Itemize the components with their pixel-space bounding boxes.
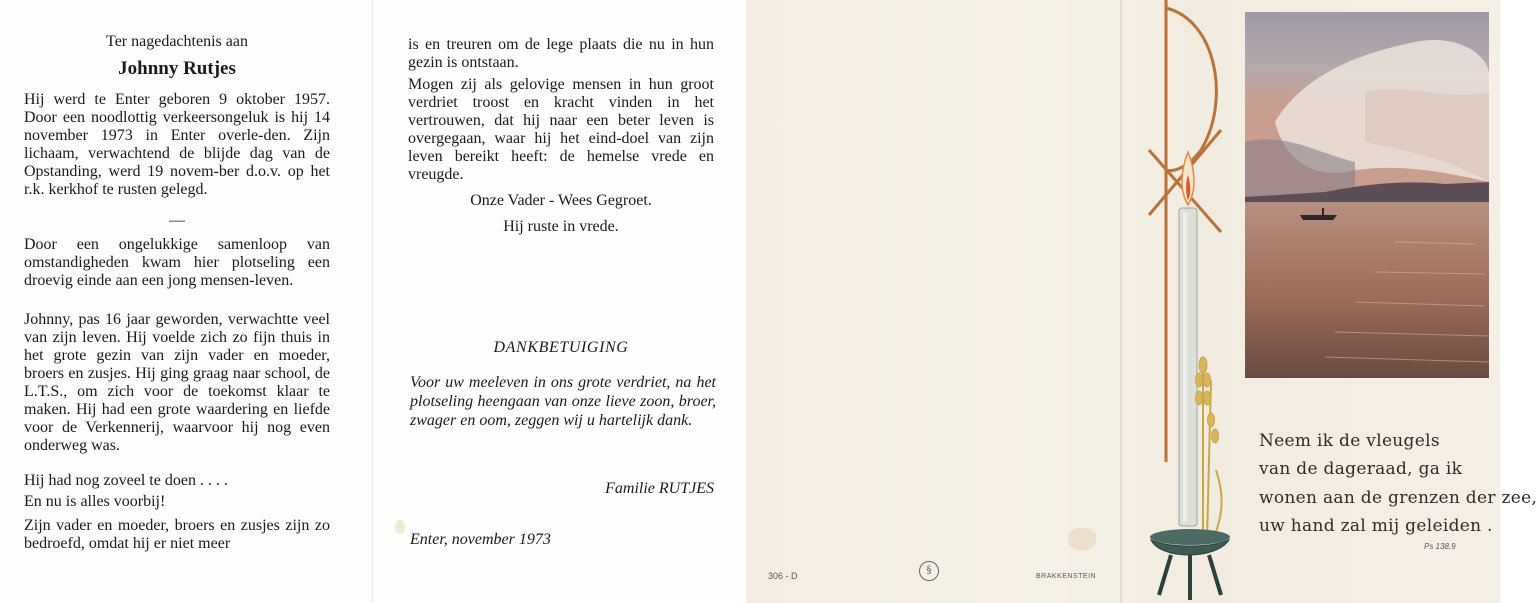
publisher-name: BRAKKENSTEIN — [1036, 573, 1097, 580]
candle-icon — [1179, 208, 1197, 526]
cover-page — [746, 0, 1537, 603]
faith-paragraph: Mogen zij als gelovige mensen in hun groot verdriet troost en kracht vinden in het vertrouwen, dat hij naar een beter leven is overgegaan, waar hij het eind-doel van zijn leven bereikt heeft: de hemelse vrede en vreugde. — [408, 76, 714, 183]
rest-in-peace-line: Hij ruste in vrede. — [503, 218, 619, 235]
life-paragraph: Johnny, pas 16 jaar geworden, verwachtte veel van zijn leven. Hij voelde zich zo fijn thuis in het grote gezin van zijn vader en moeder, broers en zusjes. Hij ging graag naar school, de L.T.S., om zich voor de toekomst klaar te maken. Hij had een grote waardering en liefde voor de Verkennerij, waarvoor hij nog even onderweg was. — [24, 311, 330, 454]
birth-death-paragraph: Hij werd te Enter geboren 9 oktober 1957. Door een noodlottig verkeersongeluk is hij 14 november 1973 in Enter overle-den. Zijn lichaam, verwachtend de blijde dag van de Opstanding, werd 19 novem-ber d.o.v. op het r.k. kerkhof te rusten gelegd. — [24, 91, 330, 198]
verse-reference: Ps 138,9 — [1424, 542, 1456, 551]
verse-line-1: Neem ik de vleugels — [1259, 431, 1440, 451]
paper-stain — [1068, 528, 1096, 550]
accident-paragraph: Door een ongelukkige samenloop van omstandigheden kwam hier plotseling een droevig einde aan een jong mensen-leven. — [24, 236, 330, 289]
prayers-line: Onze Vader - Wees Gegroet. — [470, 192, 652, 209]
continuation-paragraph: is en treuren om de lege plaats die nu in hun gezin is ontstaan. — [408, 36, 714, 71]
deceased-name: Johnny Rutjes — [118, 58, 236, 79]
sunset-lake-photo — [1245, 12, 1489, 378]
unfinished-paragraph: Hij had nog zoveel te doen . . . . — [24, 472, 228, 489]
thanks-heading: DANKBETUIGING — [493, 339, 629, 356]
card-code: 306 - D — [768, 571, 798, 581]
all-over-paragraph: En nu is alles voorbij! — [24, 493, 166, 510]
card-fold — [1120, 0, 1122, 603]
family-grief-paragraph: Zijn vader en moeder, broers en zusjes zijn zo bedroefd, omdat hij er niet meer — [24, 517, 330, 552]
boat-icon — [1300, 215, 1337, 220]
verse-line-4: uw hand zal mij geleiden . — [1259, 516, 1493, 536]
memorial-heading: Ter nagedachtenis aan — [106, 33, 248, 50]
section-divider: — — [169, 212, 185, 229]
place-date: Enter, november 1973 — [410, 531, 551, 548]
paper-stain — [395, 520, 405, 534]
middle-page — [372, 0, 746, 603]
wheat-icon — [1196, 357, 1222, 540]
family-signature: Familie RUTJES — [605, 480, 714, 497]
thanks-paragraph: Voor uw meeleven in ons grote verdriet, na het plotseling heengaan van onze lieve zoon, broer, zwager en oom, zeggen wij u hartelijk dank. — [410, 374, 716, 429]
verse-line-3: wonen aan de grenzen der zee, — [1259, 488, 1537, 508]
candle-illustration — [1141, 0, 1241, 603]
left-page — [0, 0, 372, 603]
verse-line-2: van de dageraad, ga ik — [1259, 459, 1463, 479]
printer-logo: § — [919, 561, 939, 581]
